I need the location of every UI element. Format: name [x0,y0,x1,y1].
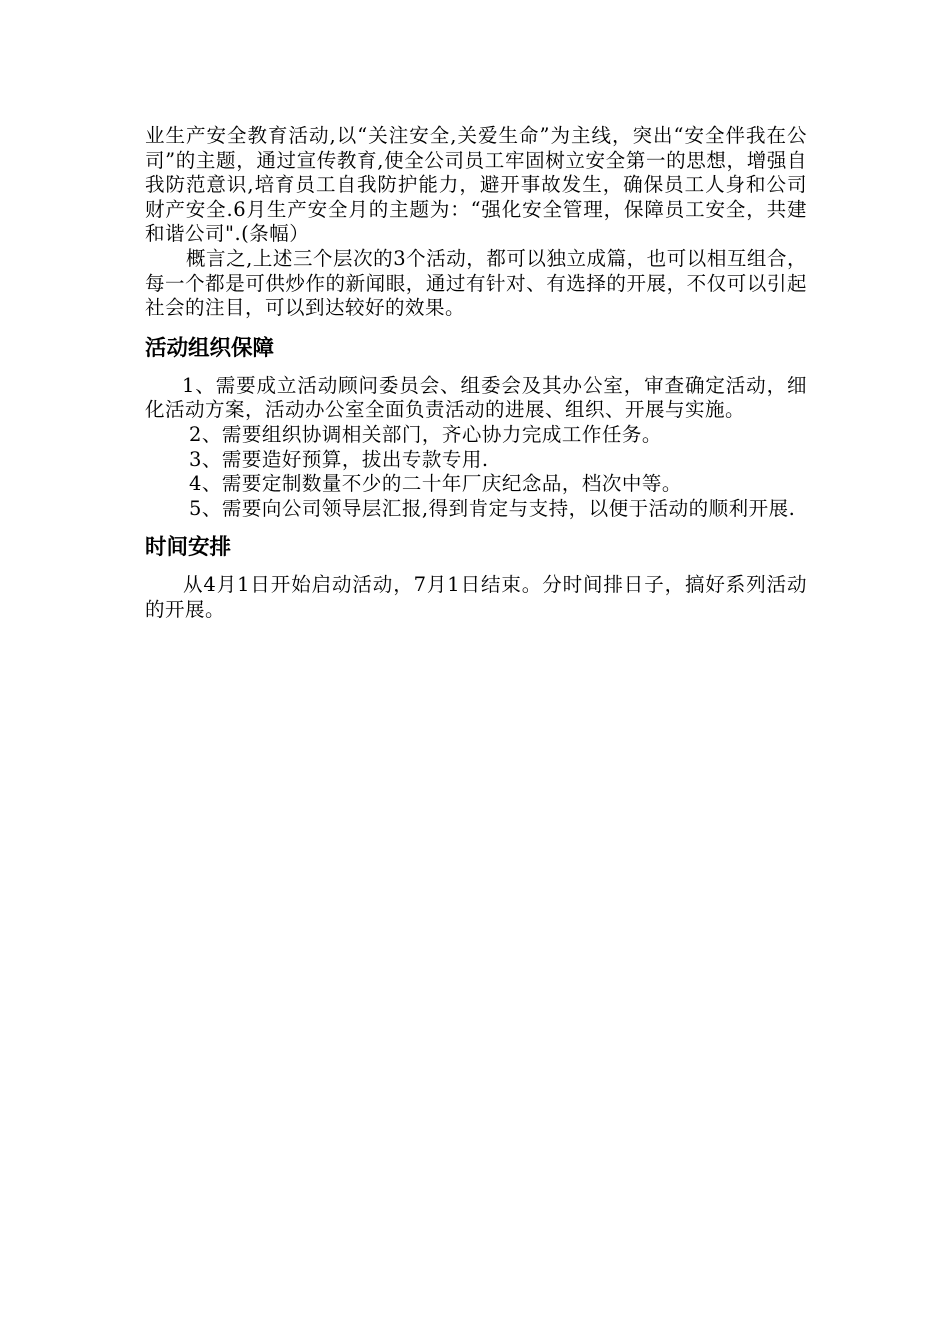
org-item-4: 4、需要定制数量不少的二十年厂庆纪念品，档次中等。 [189,472,682,496]
intro-paragraph-1: 业生产安全教育活动,以“关注安全,关爱生命”为主线，突出“安全伴我在公司”的主题，通过宣传教育,使全公司员工牢固树立安全第一的思想，增强自我防范意识,培育员工自我防护能力，避开事故发生，确保员工人身和公司财产安全.6月生产安全月的主题为：“强化安全管理，保障员工安全，共建和谐公司".(条幅） [145,124,807,246]
org-item-1: 1、需要成立活动顾问委员会、组委会及其办公室，审查确定活动，细化活动方案，活动办公室全面负责活动的进展、组织、开展与实施。 [145,373,807,422]
section-heading-schedule: 时间安排 [145,535,232,561]
schedule-paragraph: 从4月1日开始启动活动，7月1日结束。分时间排日子，搞好系列活动的开展。 [145,573,807,621]
intro-paragraph-2: 概言之,上述三个层次的3个活动，都可以独立成篇，也可以相互组合，每一个都是可供炒作的新闻眼，通过有针对、有选择的开展，不仅可以引起社会的注目，可以到达较好的效果。 [145,246,807,320]
org-item-5: 5、需要向公司领导层汇报,得到肯定与支持，以便于活动的顺利开展. [189,496,796,520]
section-heading-organization: 活动组织保障 [145,335,275,361]
org-item-3: 3、需要造好预算，拔出专款专用. [189,447,489,471]
document-body [145,124,807,623]
org-item-2: 2、需要组织协调相关部门，齐心协力完成工作任务。 [189,422,662,446]
